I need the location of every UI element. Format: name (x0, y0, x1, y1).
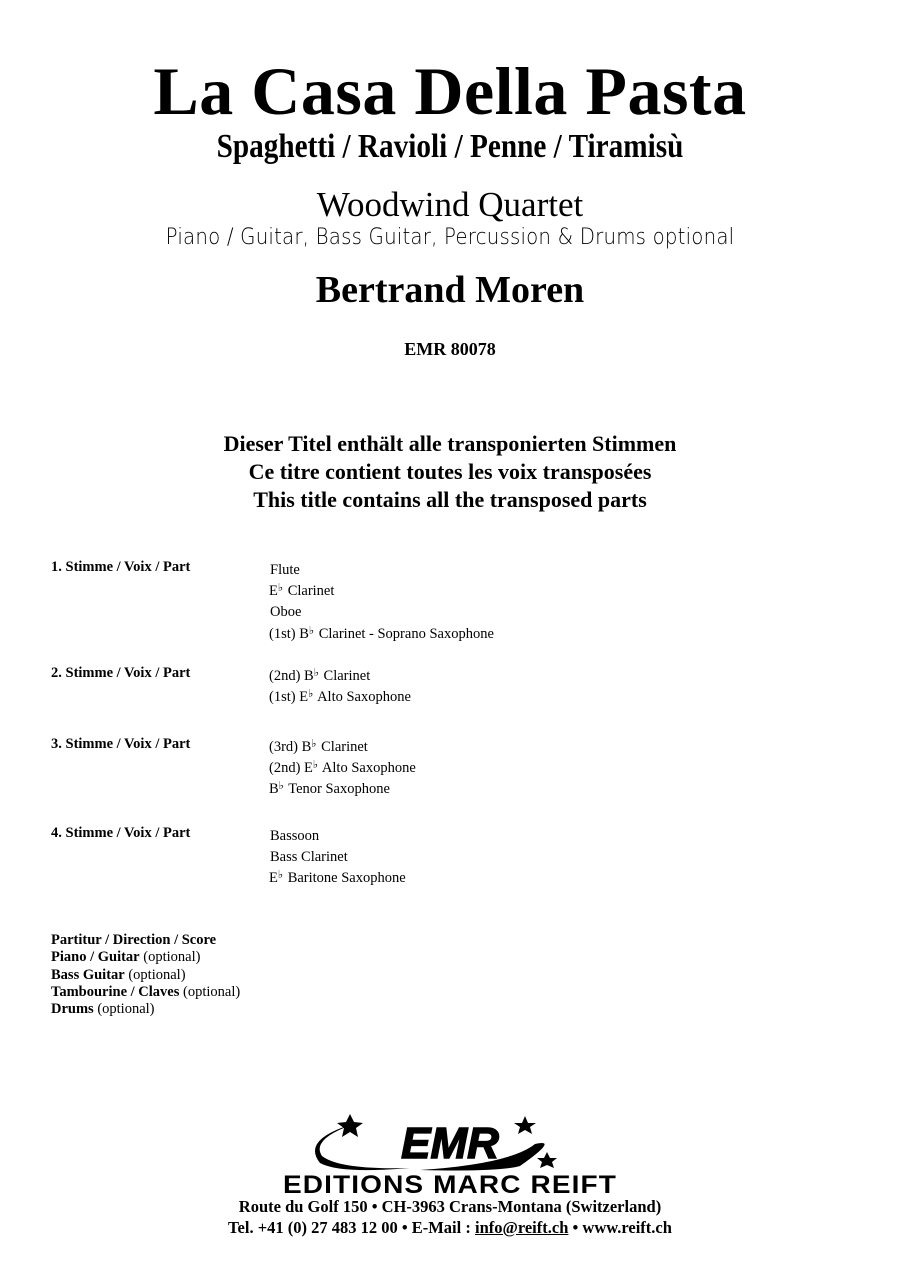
instrument-name: Alto Saxophone (319, 760, 416, 777)
instrument-item (269, 579, 494, 600)
publisher-contact (0, 1218, 900, 1238)
contact-phone: Tel. +41 (0) 27 483 12 00 • E-Mail : (228, 1218, 475, 1237)
extra-parts-list (51, 932, 240, 1018)
instrument-prefix: (1st) B (269, 625, 309, 642)
notice-german: Dieser Titel enthält alle transponierten Stimmen (223, 431, 677, 456)
flat-sign: ♭ (311, 738, 317, 750)
instrument-item (269, 777, 416, 798)
instrument-name: Clarinet (317, 739, 368, 755)
contact-website[interactable]: • www.reift.ch (568, 1218, 672, 1237)
composer: Bertrand Moren (315, 269, 585, 311)
extra-part-name: Drums (51, 1001, 94, 1018)
subtitle: Spaghetti / Ravioli / Penne / Tiramisù (216, 128, 684, 165)
flat-sign: ♭ (277, 869, 284, 882)
instrument-prefix: (2nd) E (269, 760, 313, 777)
emr-logo (300, 1108, 600, 1174)
instrument-item (269, 558, 494, 579)
part-label: 3. Stimme / Voix / Part (51, 736, 191, 752)
flat-sign: ♭ (278, 780, 284, 793)
instrument-prefix: (2nd) B (269, 668, 314, 684)
instrument-item (269, 824, 406, 845)
catalog-number: EMR 80078 (404, 339, 496, 359)
instrument-item (269, 756, 416, 777)
extra-part-note: (optional) (139, 949, 201, 966)
part-instruments (269, 664, 411, 706)
instrument-item (269, 622, 494, 643)
flat-sign: ♭ (308, 624, 315, 637)
instrument-name: Alto Saxophone (314, 689, 411, 706)
instrument-prefix: B (269, 781, 279, 798)
part-label: 1. Stimme / Voix / Part (51, 559, 191, 575)
transposition-notice (0, 430, 900, 514)
extra-part-name: Tambourine / Claves (51, 983, 180, 1000)
extra-part-item (51, 984, 240, 1001)
instrument-name: Bass Clarinet (270, 849, 348, 866)
title: La Casa Della Pasta (153, 53, 747, 129)
extra-part-note: (optional) (93, 1001, 155, 1018)
optional-instruments: Piano / Guitar, Bass Guitar, Percussion & Drums optional (165, 225, 735, 250)
instrument-prefix: E (269, 583, 278, 600)
instrument-prefix: E (269, 870, 278, 887)
part-label: 2. Stimme / Voix / Part (51, 665, 191, 681)
instrument-item (269, 600, 494, 621)
instrument-item (269, 735, 416, 756)
instrument-name: Oboe (270, 604, 302, 621)
instrument-name: Flute (270, 562, 300, 578)
flat-sign: ♭ (308, 688, 314, 701)
flat-sign: ♭ (312, 759, 319, 772)
part-instruments (269, 735, 416, 799)
part-instruments (269, 558, 494, 643)
extra-part-item (51, 949, 240, 966)
notice-french: Ce titre contient toutes les voix transposées (248, 459, 652, 484)
instrument-item (269, 845, 406, 866)
publisher-name: EDITIONS MARC REIFT (283, 1171, 617, 1199)
instrument-name: Clarinet (284, 583, 335, 600)
part-label: 4. Stimme / Voix / Part (51, 825, 191, 841)
ensemble: Woodwind Quartet (316, 185, 584, 224)
email-link[interactable]: info@reift.ch (474, 1218, 569, 1237)
flat-sign: ♭ (313, 667, 319, 679)
extra-part-note: (optional) (179, 983, 241, 1000)
extra-part-item (51, 932, 240, 949)
instrument-name: Bassoon (270, 828, 320, 844)
part-instruments (269, 824, 406, 888)
instrument-item (269, 685, 411, 706)
instrument-name: Clarinet (319, 668, 371, 684)
extra-part-note: (optional) (124, 966, 186, 983)
extra-part-name: Piano / Guitar (51, 949, 140, 966)
publisher-address: Route du Golf 150 • CH-3963 Crans-Montana (Switzerland) (238, 1197, 662, 1216)
instrument-item (269, 664, 411, 685)
extra-part-item (51, 1001, 240, 1018)
instrument-name: Tenor Saxophone (284, 781, 390, 798)
instrument-name: Clarinet - Soprano Saxophone (315, 625, 494, 642)
instrument-item (269, 866, 406, 887)
extra-part-name: Partitur / Direction / Score (51, 932, 217, 948)
instrument-name: Baritone Saxophone (284, 870, 406, 887)
flat-sign: ♭ (277, 582, 284, 595)
instrument-prefix: (1st) E (269, 689, 309, 706)
notice-english: This title contains all the transposed parts (253, 487, 647, 512)
extra-part-name: Bass Guitar (51, 966, 125, 983)
extra-part-item (51, 967, 240, 984)
instrument-prefix: (3rd) B (269, 739, 312, 755)
logo-text: EMR (401, 1119, 499, 1168)
